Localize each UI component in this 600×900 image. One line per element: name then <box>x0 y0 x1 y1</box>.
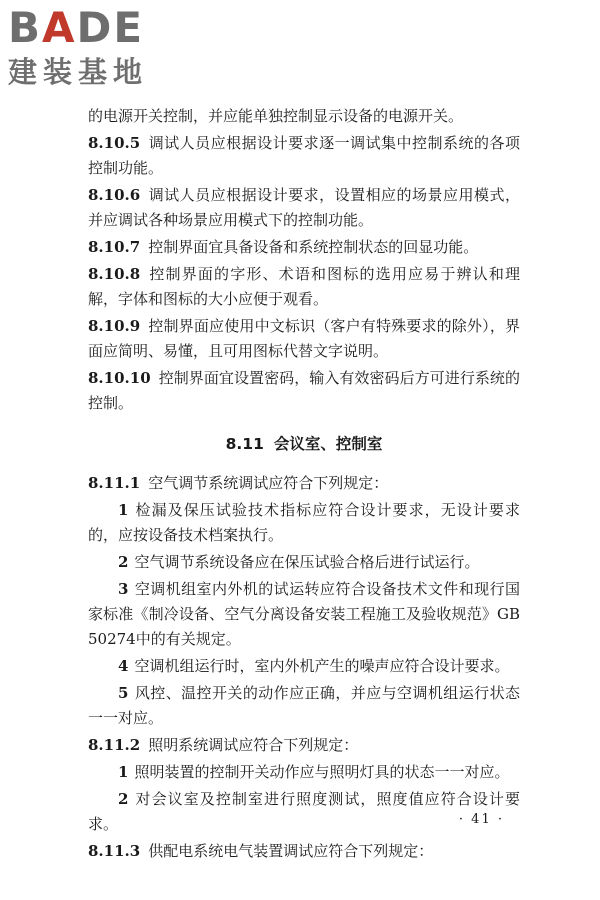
clause-8-10-9: 8.10.9 控制界面应使用中文标识（客户有特殊要求的除外），界面应简明、易懂，且可用图标代替文字说明。 <box>88 317 520 360</box>
list-item: 2 空气调节系统设备应在保压试验合格后进行试运行。 <box>118 553 480 571</box>
clause-8-11-3: 8.11.3 供配电系统电气装置调试应符合下列规定： <box>88 842 434 860</box>
list-item: 1 照明装置的控制开关动作应与照明灯具的状态一一对应。 <box>118 763 510 781</box>
list-item: 2 对会议室及控制室进行照度测试，照度值应符合设计要求。 <box>88 790 520 833</box>
section-heading-8-11: 8.11 会议室、控制室 <box>225 435 383 453</box>
list-item: 4 空调机组运行时，室内外机产生的噪声应符合设计要求。 <box>118 657 510 675</box>
clause-8-10-6: 8.10.6 调试人员应根据设计要求，设置相应的场景应用模式，并应调试各种场景应用模式下的控制功能。 <box>88 186 520 229</box>
document-body <box>88 104 520 866</box>
list-item: 5 风控、温控开关的动作应正确，并应与空调机组运行状态一一对应。 <box>88 684 520 727</box>
clause-8-10-8: 8.10.8 控制界面的字形、术语和图标的选用应易于辨认和理解，字体和图标的大小应便于观看。 <box>88 265 520 308</box>
list-item: 1 检漏及保压试验技术指标应符合设计要求，无设计要求的，应按设备技术档案执行。 <box>88 501 520 544</box>
paragraph-continued: 的电源开关控制，并应能单独控制显示设备的电源开关。 <box>88 107 464 125</box>
clause-8-10-7: 8.10.7 控制界面宜具备设备和系统控制状态的回显功能。 <box>88 238 479 256</box>
page-number: · 41 · <box>458 812 504 827</box>
list-item: 3 空调机组室内外机的试运转应符合设备技术文件和现行国家标准《制冷设备、空气分离设备安装工程施工及验收规范》GB 50274中的有关规定。 <box>88 580 520 648</box>
bade-logo <box>8 3 178 96</box>
clause-8-10-5: 8.10.5 调试人员应根据设计要求逐一调试集中控制系统的各项控制功能。 <box>88 134 520 177</box>
clause-8-11-2: 8.11.2 照明系统调试应符合下列规定： <box>88 736 359 754</box>
logo-wordmark: BADE <box>8 3 145 52</box>
clause-8-11-1: 8.11.1 空气调节系统调试应符合下列规定： <box>88 474 389 492</box>
clause-8-10-10: 8.10.10 控制界面宜设置密码，输入有效密码后方可进行系统的控制。 <box>88 369 520 412</box>
logo-subtitle: 建装基地 <box>8 55 149 89</box>
